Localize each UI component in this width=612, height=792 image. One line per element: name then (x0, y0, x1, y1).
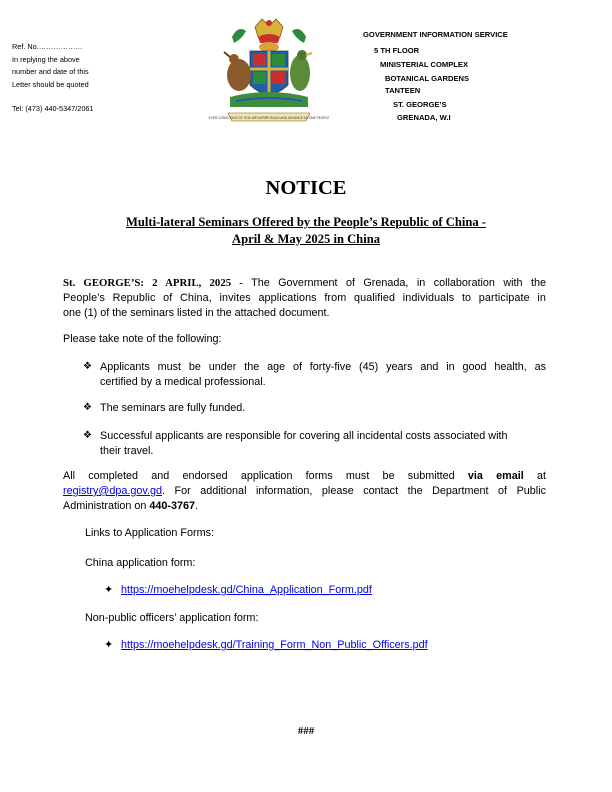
diamond-cross-bullet-icon: ❖ (83, 361, 92, 372)
ref-line: Letter should be quoted (12, 79, 89, 89)
submission-text: at (537, 470, 547, 482)
nonpublic-form-label: Non-public officers’ application form: (85, 612, 259, 624)
china-form-label: China application form: (85, 557, 196, 569)
address-line: TANTEEN (385, 86, 421, 95)
address-line: GOVERNMENT INFORMATION SERVICE (363, 30, 508, 39)
phone-number: 440-3767 (149, 499, 196, 512)
end-mark: ### (297, 725, 315, 737)
address-line: 5 TH FLOOR (374, 46, 420, 55)
address-line: MINISTERIAL COMPLEX (380, 60, 469, 69)
submission-text: Administration on (63, 499, 147, 512)
bullet-line: Successful applicants are responsible for covering all incidental costs associated with (100, 430, 508, 442)
bullet-line: certified by a medical professional. (100, 375, 266, 388)
bullet-item (100, 401, 546, 416)
ref-number: Ref. No.……………… (12, 42, 83, 51)
note-intro: Please take note of the following: (63, 333, 222, 345)
reference-block (12, 41, 94, 116)
crest-motto: EVER CONSCIOUS OF GOD WE ASPIRE BUILD AND ADVANCE AS ONE PEOPLE (208, 116, 330, 120)
ref-line: In replying the above (12, 54, 80, 64)
ref-line: number and date of this (12, 67, 89, 76)
china-form-link[interactable]: https://moehelpdesk.gd/China_Application_Form.pdf (121, 584, 372, 596)
diamond-cross-bullet-icon: ❖ (83, 430, 92, 441)
address-line: BOTANICAL GARDENS (385, 74, 470, 83)
submission-text: . For additional information, please contact the Department of Public (162, 484, 546, 497)
email-link[interactable]: registry@dpa.gov.gd (63, 484, 162, 497)
intro-text: The Government of Grenada, in collaboration with the (251, 277, 547, 289)
address-line: ST. GEORGE’S (393, 100, 447, 109)
bullet-item (100, 429, 546, 459)
four-point-star-icon: ✦ (104, 584, 114, 596)
submission-paragraph (63, 469, 546, 513)
submission-text: . (195, 499, 199, 512)
address-line: GRENADA, W.I (397, 113, 451, 122)
bullet-item (100, 360, 546, 390)
dateline: St. GEORGE’S: 2 APRIL, 2025 - (63, 277, 243, 289)
coat-of-arms-crest (208, 17, 330, 133)
submission-text: All completed and endorsed application forms must be submitted (63, 470, 455, 482)
intro-text: one (1) of the seminars listed in the attached document. (63, 306, 330, 319)
bullet-line: their travel. (100, 444, 154, 457)
subtitle-line-1: Multi-lateral Seminars Offered by the People’s Republic of China - (126, 215, 486, 229)
notice-title: NOTICE (265, 177, 347, 199)
telephone: Tel: (473) 440-5347/2061 (12, 104, 94, 113)
intro-paragraph (63, 276, 546, 320)
diamond-cross-bullet-icon: ❖ (83, 402, 92, 413)
nonpublic-form-link[interactable]: https://moehelpdesk.gd/Training_Form_Non_Public_Officers.pdf (121, 639, 428, 651)
four-point-star-icon: ✦ (104, 639, 114, 651)
submission-emphasis: via email (467, 470, 524, 482)
subtitle-line-2: April & May 2025 in China (232, 232, 380, 246)
bullet-line: The seminars are fully funded. (100, 402, 246, 414)
bullet-line: Applicants must be under the age of forty-five (45) years and in good health, as (100, 361, 546, 373)
links-heading: Links to Application Forms: (85, 527, 215, 539)
intro-text: People’s Republic of China, invites applications from qualified individuals to participate in (63, 291, 546, 304)
